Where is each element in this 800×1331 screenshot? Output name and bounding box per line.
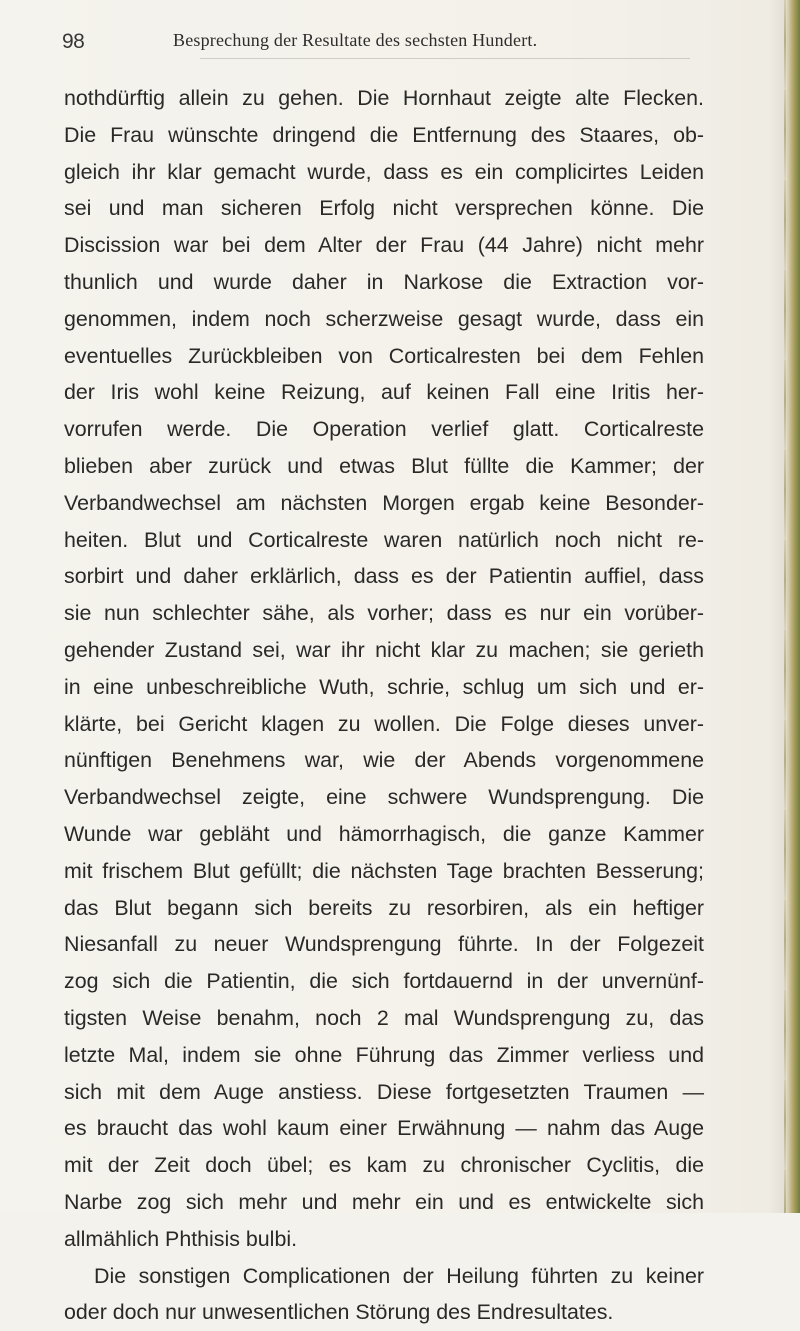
text-line: gehender Zustand sei, war ihr nicht klar zu machen; sie gerieth xyxy=(64,632,704,669)
text-line: vorrufen werde. Die Operation verlief glatt. Corticalreste xyxy=(64,411,704,448)
text-line: tigsten Weise benahm, noch 2 mal Wundsprengung zu, das xyxy=(64,1000,704,1037)
text-line: Niesanfall zu neuer Wundsprengung führte. In der Folgezeit xyxy=(64,926,704,963)
text-line: es braucht das wohl kaum einer Erwähnung — nahm das Auge xyxy=(64,1110,704,1147)
body-text xyxy=(64,80,704,1331)
page-number: 98 xyxy=(62,30,84,54)
text-line: thunlich und wurde daher in Narkose die Extraction vor- xyxy=(64,264,704,301)
text-line: Die sonstigen Complicationen der Heilung führten zu keiner xyxy=(64,1258,704,1295)
text-line: blieben aber zurück und etwas Blut füllte die Kammer; der xyxy=(64,448,704,485)
running-head: Besprechung der Resultate des sechsten Hundert. xyxy=(173,30,537,51)
text-line: oder doch nur unwesentlichen Störung des Endresultates. xyxy=(64,1294,704,1331)
text-line: letzte Mal, indem sie ohne Führung das Zimmer verliess und xyxy=(64,1037,704,1074)
text-line: gleich ihr klar gemacht wurde, dass es ein complicirtes Leiden xyxy=(64,154,704,191)
header-rule xyxy=(200,58,690,59)
text-line: sorbirt und daher erklärlich, dass es der Patientin auffiel, dass xyxy=(64,558,704,595)
text-line: mit frischem Blut gefüllt; die nächsten Tage brachten Besserung; xyxy=(64,853,704,890)
page-header xyxy=(60,30,700,60)
text-line: sei und man sicheren Erfolg nicht versprechen könne. Die xyxy=(64,190,704,227)
text-line: allmählich Phthisis bulbi. xyxy=(64,1221,704,1258)
text-line: das Blut begann sich bereits zu resorbiren, als ein heftiger xyxy=(64,890,704,927)
text-line: nünftigen Benehmens war, wie der Abends vorgenommene xyxy=(64,742,704,779)
text-line: nothdürftig allein zu gehen. Die Hornhaut zeigte alte Flecken. xyxy=(64,80,704,117)
paragraph xyxy=(64,80,704,1258)
text-line: Verbandwechsel am nächsten Morgen ergab keine Besonder- xyxy=(64,485,704,522)
text-line: Wunde war gebläht und hämorrhagisch, die ganze Kammer xyxy=(64,816,704,853)
text-line: sich mit dem Auge anstiess. Diese fortgesetzten Traumen — xyxy=(64,1074,704,1111)
text-line: mit der Zeit doch übel; es kam zu chronischer Cyclitis, die xyxy=(64,1147,704,1184)
text-line: Die Frau wünschte dringend die Entfernung des Staares, ob- xyxy=(64,117,704,154)
page-edge xyxy=(786,0,800,1213)
text-line: heiten. Blut und Corticalreste waren natürlich noch nicht re- xyxy=(64,522,704,559)
text-line: eventuelles Zurückbleiben von Corticalresten bei dem Fehlen xyxy=(64,338,704,375)
text-line: sie nun schlechter sähe, als vorher; dass es nur ein vorüber- xyxy=(64,595,704,632)
text-line: Narbe zog sich mehr und mehr ein und es entwickelte sich xyxy=(64,1184,704,1221)
text-line: Discission war bei dem Alter der Frau (44 Jahre) nicht mehr xyxy=(64,227,704,264)
paragraph xyxy=(64,1258,704,1331)
text-line: genommen, indem noch scherzweise gesagt wurde, dass ein xyxy=(64,301,704,338)
text-line: der Iris wohl keine Reizung, auf keinen Fall eine Iritis her- xyxy=(64,374,704,411)
text-line: klärte, bei Gericht klagen zu wollen. Die Folge dieses unver- xyxy=(64,706,704,743)
text-line: zog sich die Patientin, die sich fortdauernd in der unvernünf- xyxy=(64,963,704,1000)
text-line: in eine unbeschreibliche Wuth, schrie, schlug um sich und er- xyxy=(64,669,704,706)
text-line: Verbandwechsel zeigte, eine schwere Wundsprengung. Die xyxy=(64,779,704,816)
